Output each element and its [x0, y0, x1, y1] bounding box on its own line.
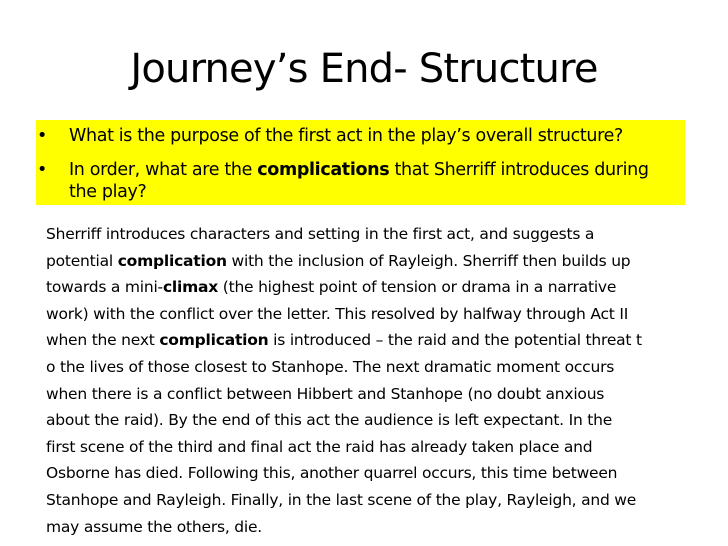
answer-line-3-before: towards a mini-	[46, 278, 163, 297]
answer-line-5-after: is introduced – the raid and the potential threat t	[268, 331, 642, 350]
answer-line-12: may assume the others, die.	[46, 517, 262, 536]
bullet-icon: •	[37, 160, 47, 180]
answer-line-3	[46, 274, 706, 301]
question-2-bold-term: complications	[257, 160, 390, 180]
slide-title: Journey’s End- Structure	[130, 46, 598, 92]
answer-line-2-after: with the inclusion of Rayleigh. Sherriff then builds up	[226, 251, 631, 270]
question-1-text: What is the purpose of the first act in the play’s overall structure?	[69, 126, 623, 146]
answer-line-5	[46, 327, 706, 354]
answer-line-8: about the raid). By the end of this act the audience is left expectant. In the	[46, 411, 613, 430]
answer-line-6: o the lives of those closest to Stanhope. The next dramatic moment occurs	[46, 357, 615, 376]
question-2	[36, 159, 685, 203]
question-2-line-2: the play?	[69, 182, 147, 202]
answer-bold-term: complication	[159, 331, 269, 350]
answer-line-11: Stanhope and Rayleigh. Finally, in the last scene of the play, Rayleigh, and we	[46, 490, 637, 509]
answer-line-7: when there is a conflict between Hibbert and Stanhope (no doubt anxious	[46, 384, 605, 403]
answer-line-2-before: potential	[46, 251, 118, 270]
question-2-text-before: In order, what are the	[69, 160, 258, 180]
answer-paragraph	[46, 221, 706, 540]
answer-line-10: Osborne has died. Following this, another quarrel occurs, this time between	[46, 464, 618, 483]
answer-bold-term: complication	[117, 251, 227, 270]
question-2-line-1	[36, 159, 685, 181]
answer-bold-term: climax	[162, 278, 219, 297]
answer-line-2	[46, 248, 706, 275]
answer-line-4: work) with the conflict over the letter. This resolved by halfway through Act II	[46, 304, 629, 323]
question-1	[36, 125, 685, 147]
answer-line-3-after: (the highest point of tension or drama in a narrative	[218, 278, 617, 297]
answer-line-9: first scene of the third and final act the raid has already taken place and	[46, 437, 593, 456]
answer-line-1: Sherriff introduces characters and setting in the first act, and suggests a	[46, 225, 595, 243]
answer-line-5-before: when the next	[46, 331, 160, 350]
bullet-icon: •	[37, 126, 47, 146]
question-2-text-after: that Sherriff introduces during	[389, 160, 649, 180]
